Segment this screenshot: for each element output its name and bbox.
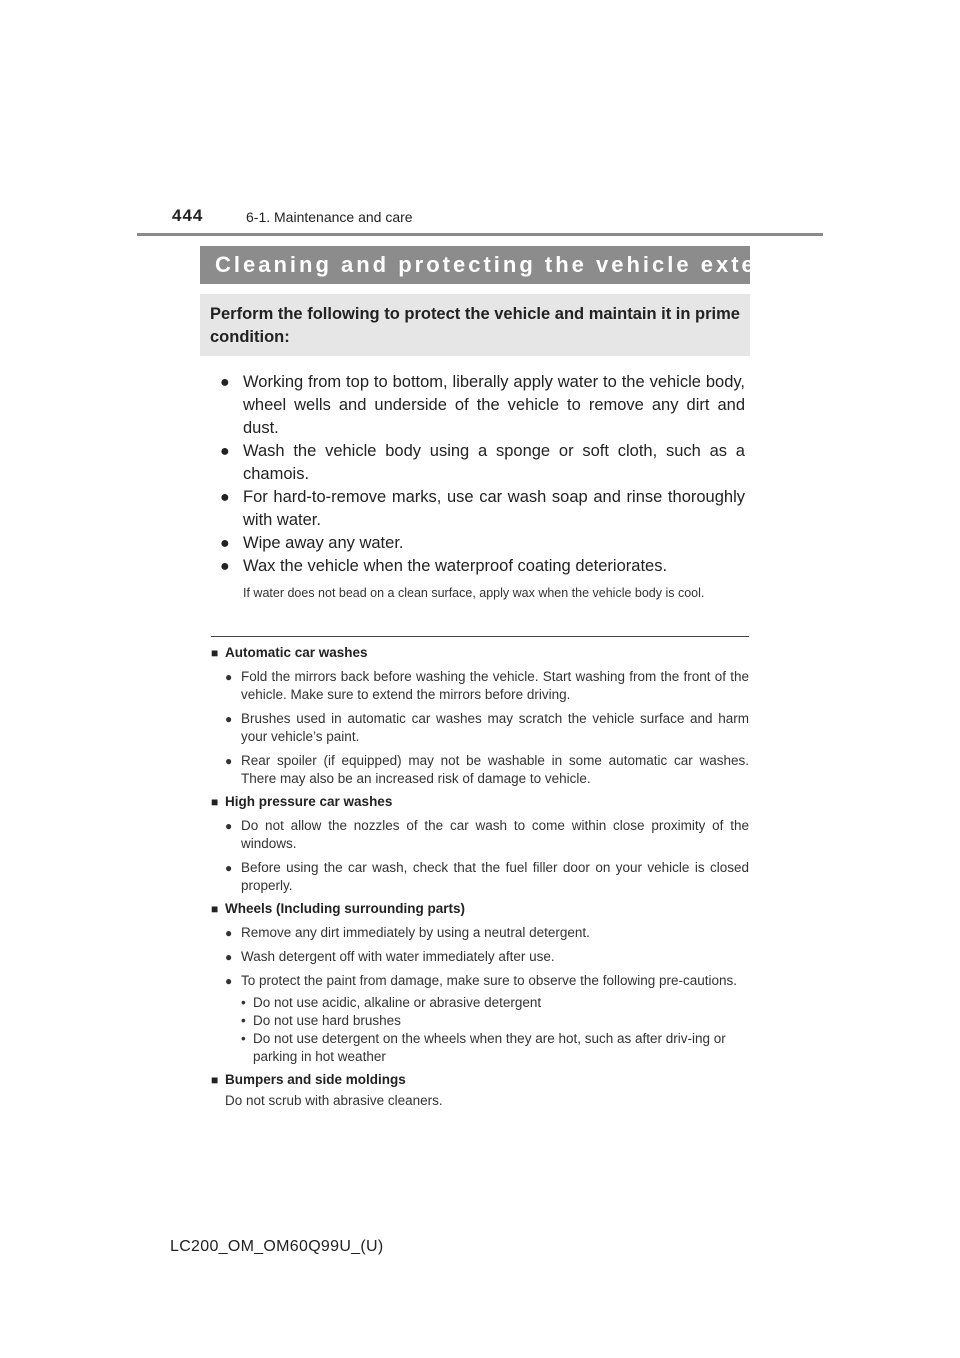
- list-item: [220, 555, 745, 578]
- subsection-heading-text: Automatic car washes: [225, 645, 368, 660]
- list-item: [211, 817, 749, 853]
- list-item-text: Do not allow the nozzles of the car wash to come within close proximity of the windows.: [241, 818, 749, 851]
- list-item: [220, 486, 745, 532]
- header-divider: [137, 233, 823, 236]
- subsection-heading: [211, 1071, 749, 1089]
- precaution-text: Do not use acidic, alkaline or abrasive detergent: [253, 995, 542, 1010]
- section-label: 6-1. Maintenance and care: [246, 209, 413, 225]
- list-item: [211, 668, 749, 704]
- precaution-item: [241, 1030, 749, 1066]
- page-number: 444: [172, 206, 204, 225]
- square-bullet-icon: ■: [211, 646, 219, 660]
- bullet-circle-icon: ●: [225, 926, 233, 940]
- precaution-item: [241, 994, 749, 1012]
- list-item-text: Wax the vehicle when the waterproof coating deteriorates.: [243, 557, 668, 575]
- square-bullet-icon: ■: [211, 1073, 219, 1087]
- list-item-text: Working from top to bottom, liberally apply water to the vehicle body, wheel wells and underside of the vehicle to remove any dirt and dust.: [243, 373, 745, 437]
- square-bullet-icon: ■: [211, 902, 219, 916]
- bullet-circle-icon: ●: [225, 861, 233, 875]
- list-item: [211, 948, 749, 966]
- list-item-text: To protect the paint from damage, make sure to observe the following pre-cautions.: [241, 973, 738, 988]
- list-item: [220, 532, 745, 555]
- notes-section: [211, 644, 749, 1110]
- small-bullet-icon: •: [241, 995, 246, 1010]
- bullet-circle-icon: ●: [220, 374, 230, 391]
- subsection-heading-text: Wheels (Including surrounding parts): [225, 901, 466, 916]
- subsection-heading-text: High pressure car washes: [225, 794, 393, 809]
- precaution-text: Do not use detergent on the wheels when they are hot, such as after driv-ing or parking in hot weather: [253, 1031, 726, 1064]
- small-bullet-icon: •: [241, 1013, 246, 1028]
- note-text: If water does not bead on a clean surface, apply wax when the vehicle body is cool.: [243, 586, 705, 600]
- bullet-circle-icon: ●: [225, 950, 233, 964]
- footer-document-code: LC200_OM_OM60Q99U_(U): [170, 1238, 384, 1255]
- list-item: [211, 710, 749, 746]
- list-item-text: For hard-to-remove marks, use car wash soap and rinse thoroughly with water.: [243, 488, 745, 529]
- list-item: [211, 924, 749, 942]
- bullet-circle-icon: ●: [225, 670, 233, 684]
- bullet-circle-icon: ●: [220, 535, 230, 552]
- subsection-heading: [211, 793, 749, 811]
- precaution-list: [211, 994, 749, 1066]
- list-item-text: Wash detergent off with water immediately after use.: [241, 949, 555, 964]
- page-title: Cleaning and protecting the vehicle exterior: [200, 246, 750, 284]
- list-item-text: Wash the vehicle body using a sponge or soft cloth, such as a chamois.: [243, 442, 745, 483]
- intro-box: [200, 294, 750, 356]
- subsection-text: Do not scrub with abrasive cleaners.: [225, 1093, 443, 1108]
- list-item: [211, 972, 749, 990]
- list-item-text: Rear spoiler (if equipped) may not be washable in some automatic car washes. There may also be an increased risk of damage to vehicle.: [241, 753, 749, 786]
- list-item: [211, 752, 749, 788]
- intro-text: Perform the following to protect the vehicle and maintain it in prime condition:: [210, 305, 740, 346]
- main-list: [220, 371, 745, 602]
- list-item-text: Remove any dirt immediately by using a neutral detergent.: [241, 925, 590, 940]
- bullet-circle-icon: ●: [225, 974, 233, 988]
- bullet-circle-icon: ●: [220, 558, 230, 575]
- precaution-item: [241, 1012, 749, 1030]
- list-item-text: Fold the mirrors back before washing the vehicle. Start washing from the front of the vehicle. Make sure to extend the mirrors before driving.: [241, 669, 749, 702]
- subsection-heading: [211, 900, 749, 918]
- list-item-text: Before using the car wash, check that the fuel filler door on your vehicle is closed properly.: [241, 860, 749, 893]
- bullet-circle-icon: ●: [220, 489, 230, 506]
- bullet-circle-icon: ●: [225, 819, 233, 833]
- bullet-circle-icon: ●: [220, 443, 230, 460]
- bullet-circle-icon: ●: [225, 712, 233, 726]
- subsection-heading: [211, 644, 749, 662]
- list-item: [220, 371, 745, 440]
- square-bullet-icon: ■: [211, 795, 219, 809]
- list-item-text: Brushes used in automatic car washes may scratch the vehicle surface and harm your vehicle’s paint.: [241, 711, 749, 744]
- list-item: [211, 859, 749, 895]
- small-bullet-icon: •: [241, 1031, 246, 1046]
- list-item: [220, 440, 745, 486]
- list-item-text: Wipe away any water.: [243, 534, 404, 552]
- subsection-heading-text: Bumpers and side moldings: [225, 1072, 406, 1087]
- precaution-text: Do not use hard brushes: [253, 1013, 401, 1028]
- section-divider: [211, 636, 749, 637]
- bullet-circle-icon: ●: [225, 754, 233, 768]
